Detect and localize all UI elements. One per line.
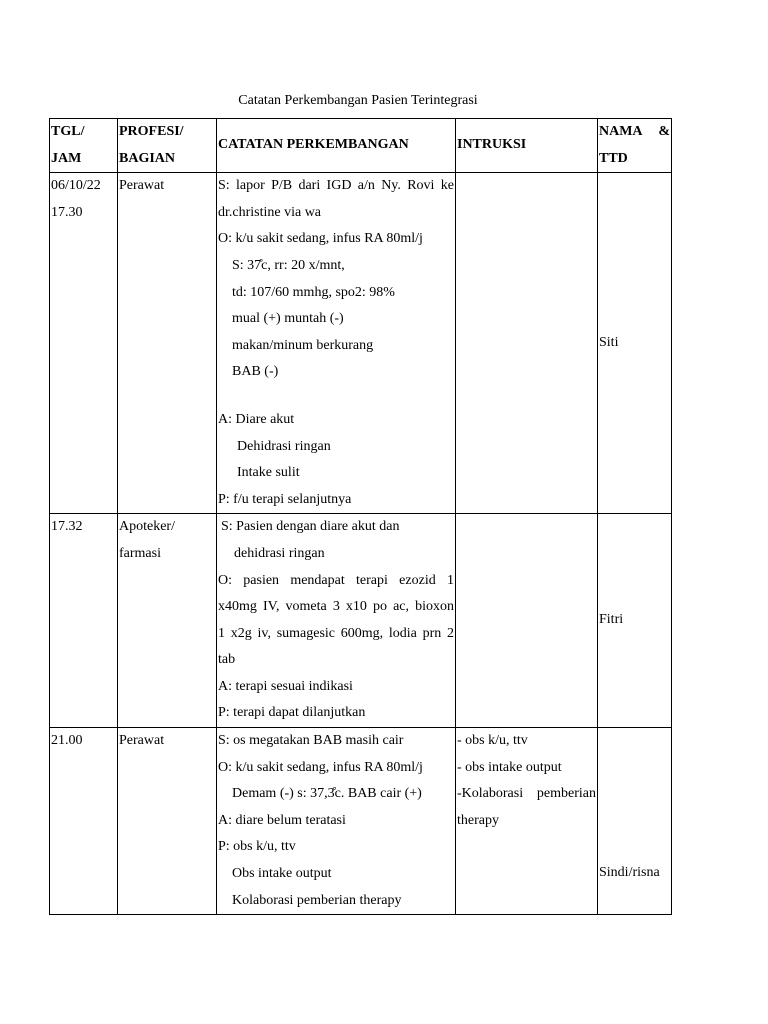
cell-time: 17.30	[51, 204, 83, 220]
cell-profesi-text: Perawat	[119, 178, 165, 194]
cell-bagian-text: farmasi	[119, 545, 161, 561]
note-line: S: lapor P/B dari IGD a/n Ny. Rovi ke	[218, 178, 454, 194]
note-line: O: pasien mendapat terapi ezozid 1	[218, 572, 454, 588]
note-line: Dehidrasi ringan	[237, 438, 331, 454]
note-line: tab	[218, 652, 236, 668]
cell-nama	[598, 173, 672, 514]
table-row	[50, 514, 672, 728]
cell-intruksi	[456, 514, 598, 728]
cell-nama	[598, 514, 672, 728]
table-row	[50, 728, 672, 915]
cell-catatan	[217, 173, 456, 514]
cell-nama	[598, 728, 672, 915]
instruction-line: - obs k/u, ttv	[457, 733, 528, 749]
instruction-line: therapy	[457, 812, 499, 828]
note-line: makan/minum berkurang	[232, 337, 374, 353]
header-tgl: TGL/	[51, 124, 85, 139]
cell-profesi-text: Apoteker/	[119, 519, 175, 535]
note-line: BAB (-)	[232, 364, 279, 380]
note-line: A: terapi sesuai indikasi	[218, 678, 353, 694]
note-line: O: k/u sakit sedang, infus RA 80ml/j	[218, 759, 423, 775]
cell-nama-text: Fitri	[599, 612, 624, 628]
cell-time: 17.32	[51, 519, 83, 535]
cell-profesi	[118, 728, 217, 915]
header-profesi: PROFESI/	[119, 124, 184, 139]
header-bagian: BAGIAN	[119, 150, 176, 166]
note-line: P: f/u terapi selanjutnya	[218, 491, 352, 507]
cell-catatan	[217, 728, 456, 915]
document-title	[52, 93, 768, 109]
note-line: Obs intake output	[232, 866, 332, 882]
cell-tgl-jam	[50, 514, 118, 728]
cell-tgl-jam	[50, 728, 118, 915]
note-line: P: obs k/u, ttv	[218, 839, 296, 855]
progress-notes-table	[49, 118, 672, 915]
note-line: S: Pasien dengan diare akut dan	[221, 519, 400, 535]
note-line: Demam (-) s: 37,3̊c. BAB cair (+)	[232, 786, 422, 802]
note-line: Kolaborasi pemberian therapy	[232, 892, 402, 908]
header-jam: JAM	[51, 150, 82, 166]
cell-tgl-jam	[50, 173, 118, 514]
note-line: mual (+) muntah (-)	[232, 311, 344, 327]
cell-nama-text: Siti	[599, 334, 619, 350]
note-line: td: 107/60 mmhg, spo2: 98%	[232, 284, 395, 300]
note-line: Intake sulit	[237, 465, 300, 481]
cell-catatan	[217, 514, 456, 728]
cell-profesi-text: Perawat	[119, 733, 165, 749]
cell-intruksi	[456, 728, 598, 915]
header-nama-ttd	[598, 119, 672, 173]
note-line: S: os megatakan BAB masih cair	[218, 733, 404, 749]
header-catatan: CATATAN PERKEMBANGAN	[217, 119, 456, 173]
note-line: A: Diare akut	[218, 411, 295, 427]
cell-intruksi	[456, 173, 598, 514]
instruction-line: -Kolaborasi pemberian	[457, 786, 596, 802]
note-line: A: diare belum teratasi	[218, 812, 346, 828]
note-line: S: 37̊c, rr: 20 x/mnt,	[232, 257, 345, 273]
table-row	[50, 173, 672, 514]
cell-nama-text: Sindi/risna	[599, 865, 660, 881]
note-line: dehidrasi ringan	[234, 545, 325, 561]
note-spacer	[218, 386, 454, 407]
cell-profesi	[118, 514, 217, 728]
header-nama: NAMA &	[599, 124, 670, 139]
header-profesi-bagian	[118, 119, 217, 173]
cell-profesi	[118, 173, 217, 514]
note-line: dr.christine via wa	[218, 204, 322, 220]
note-line: x40mg IV, vometa 3 x10 po ac, bioxon	[218, 599, 454, 615]
instruction-line: - obs intake output	[457, 759, 562, 775]
note-line: P: terapi dapat dilanjutkan	[218, 705, 366, 721]
note-line: O: k/u sakit sedang, infus RA 80ml/j	[218, 231, 423, 247]
header-tgl-jam	[50, 119, 118, 173]
header-intruksi: INTRUKSI	[456, 119, 598, 173]
cell-date: 06/10/22	[51, 178, 101, 194]
cell-time: 21.00	[51, 733, 83, 749]
header-ttd: TTD	[599, 150, 628, 166]
document-title-text: Catatan Perkembangan Pasien Terintegrasi	[238, 93, 478, 108]
note-line: 1 x2g iv, sumagesic 600mg, lodia prn 2	[218, 625, 454, 641]
table-header-row	[50, 119, 672, 173]
